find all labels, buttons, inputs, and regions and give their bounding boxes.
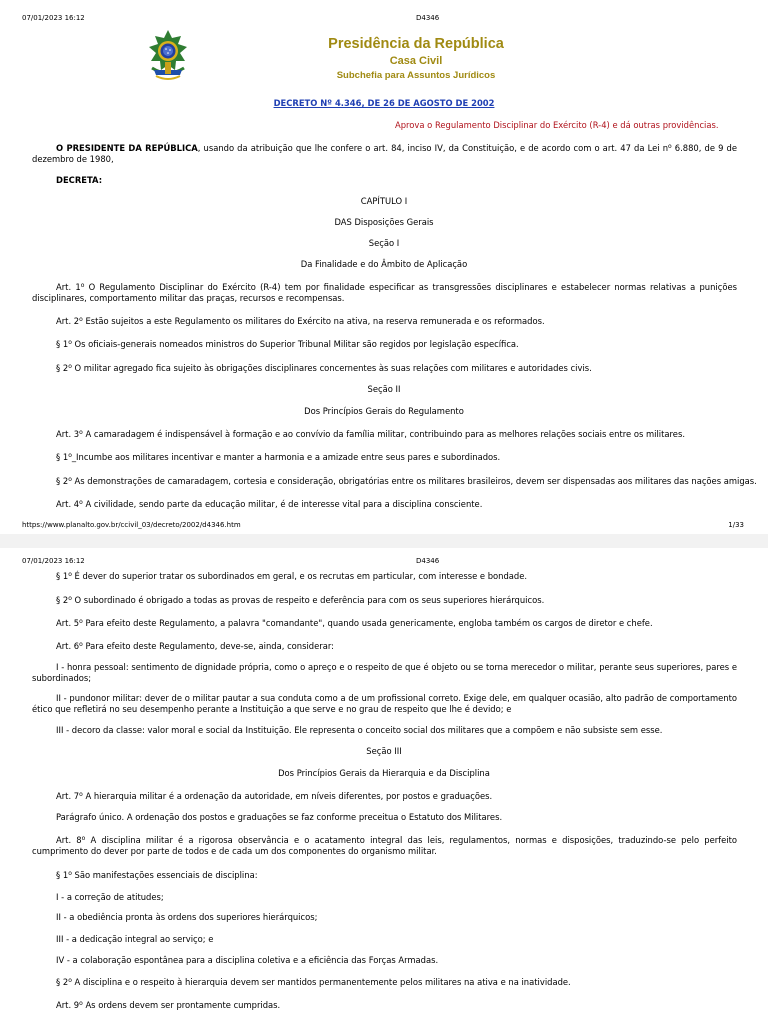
footer-url[interactable]: https://www.planalto.gov.br/ccivil_03/decreto/2002/d4346.htm (22, 521, 241, 529)
section-title: Da Finalidade e do Âmbito de Aplicação (300, 259, 468, 269)
sup: o (79, 316, 83, 323)
art-num: Art. 8 (56, 835, 82, 845)
article-1 (32, 282, 737, 303)
list-item: III - a dedicação integral ao serviço; e (56, 934, 214, 944)
art-num: Art. 2 (56, 316, 80, 326)
par-text: O subordinado é obrigado a todas as provas de respeito e deferência para com os seus superiores hierárquicos. (71, 595, 545, 605)
preamble-bold: O PRESIDENTE DA REPÚBLICA (56, 143, 198, 153)
art-text: A hierarquia militar é a ordenação da autoridade, em níveis diferentes, por postos e graduações. (82, 791, 493, 801)
sup: o (68, 571, 72, 578)
article-4-par-1 (56, 571, 527, 582)
par-text: São manifestações essenciais de disciplina: (71, 870, 258, 880)
list-item: II - a obediência pronta às ordens dos superiores hierárquicos; (56, 912, 318, 922)
par-num: § 1 (56, 571, 69, 581)
par-num: § 2 (56, 476, 69, 486)
print-title: D4346 (416, 14, 440, 22)
par-num: § 1 (56, 870, 69, 880)
section-heading-3: Seção III (366, 746, 402, 756)
inc-text: II - pundonor militar: dever de o militar pautar a sua conduta como a de um profissional correto. Exige dele, em qualquer ocasião, alto padrão de comportamento ético que refletirá no seu desempenho perante a Instituição a que serve e no grau de respeito que lhe é devido; e (32, 693, 737, 714)
art-text: A camaradagem é indispensável à formação e ao convívio da família militar, contribuindo para as melhores relações sociais entre os militares. (82, 429, 685, 439)
article-6-inc-2 (32, 693, 737, 714)
article-6-inc-3: III - decoro da classe: valor moral e social da Instituição. Ele representa o conceito social dos militares que a compõem e não subsiste sem esse. (56, 725, 663, 735)
ementa: Aprova o Regulamento Disciplinar do Exército (R-4) e dá outras providências. (395, 120, 719, 130)
section-title-2: Dos Princípios Gerais do Regulamento (304, 406, 464, 416)
article-7-sole-par: Parágrafo único. A ordenação dos postos e graduações se faz conforme preceitua o Estatuto dos Militares. (56, 812, 503, 822)
par-num: § 2 (56, 363, 69, 373)
preamble-text: , usando da atribuição que lhe confere o art. 84, inciso IV, da Constituição, e de acordo com o art. 47 da Lei n (197, 143, 669, 153)
art-text: Estão sujeitos a este Regulamento os militares do Exército na ativa, na reserva remunerada e os reformados. (82, 316, 545, 326)
sup: o (68, 452, 72, 459)
par-num: § 2 (56, 595, 69, 605)
par-num: § 1 (56, 452, 69, 462)
print-date-2: 07/01/2023 16:12 (22, 557, 85, 565)
sup: o (79, 641, 83, 648)
art-num: Art. 3 (56, 429, 80, 439)
article-9 (56, 1000, 280, 1011)
decree-link-row (0, 98, 768, 109)
par-num: § 2 (56, 977, 69, 987)
list-item: IV - a colaboração espontânea para a disciplina coletiva e a eficiência das Forças Armadas. (56, 955, 439, 965)
org-title: Presidência da República (328, 36, 504, 52)
decreta: DECRETA: (56, 175, 103, 185)
print-title-2: D4346 (416, 557, 440, 565)
section-heading-2: Seção II (367, 384, 401, 394)
art-num: Art. 4 (56, 499, 80, 509)
article-3-par-1 (56, 452, 500, 463)
par-text: A disciplina e o respeito à hierarquia devem ser mantidos permanentemente pelos militares na ativa e na inatividade. (71, 977, 571, 987)
sup: o (79, 618, 83, 625)
sup: o (79, 429, 83, 436)
article-3-par-2 (56, 476, 757, 487)
org-subdivision: Subchefia para Assuntos Jurídicos (336, 70, 496, 81)
chapter-heading: CAPÍTULO I (360, 196, 408, 206)
art-text: Para efeito deste Regulamento, a palavra "comandante", quando usada genericamente, engloba também os cargos de diretor e chefe. (82, 618, 653, 628)
article-4-par-2 (56, 595, 544, 606)
article-2-par-1 (56, 339, 519, 350)
preamble (32, 143, 737, 164)
list-item: I - a correção de atitudes; (56, 892, 164, 902)
article-2-par-2 (56, 363, 592, 374)
print-date: 07/01/2023 16:12 (22, 14, 85, 22)
sup: o (68, 595, 72, 602)
art-text: A civilidade, sendo parte da educação militar, é de interesse vital para a disciplina consciente. (82, 499, 483, 509)
article-4 (56, 499, 482, 510)
footer-page: 1/33 (728, 521, 744, 529)
page-divider (0, 534, 768, 548)
sup: o (668, 143, 672, 150)
par-text: É dever do superior tratar os subordinados em geral, e os recrutas em particular, com interesse e bondade. (71, 571, 528, 581)
art-text: Para efeito deste Regulamento, deve-se, ainda, considerar: (82, 641, 334, 651)
sup: o (79, 499, 83, 506)
preamble-text-end: 6.880, de 9 de dezembro de 1980, (32, 143, 737, 164)
article-3 (56, 429, 685, 440)
article-8 (32, 835, 737, 856)
article-2 (56, 316, 545, 327)
article-6 (56, 641, 334, 652)
art-num: Art. 5 (56, 618, 80, 628)
inc-text: I - honra pessoal: sentimento de dignidade própria, como o apreço e o respeito de que é objeto ou se torna merecedor o militar, perante seus superiores, pares e subordinados; (32, 662, 737, 683)
art-num: Art. 1 (56, 282, 81, 292)
article-7 (56, 791, 492, 802)
sup: o (80, 282, 85, 289)
art-num: Art. 6 (56, 641, 80, 651)
sup: o (68, 339, 72, 346)
section-title-3: Dos Princípios Gerais da Hierarquia e da Disciplina (278, 768, 490, 778)
article-8-par-1 (56, 870, 258, 881)
par-text: Os oficiais-generais nomeados ministros do Superior Tribunal Militar são regidos por legislação específica. (71, 339, 519, 349)
chapter-title: DAS Disposições Gerais (334, 217, 434, 227)
org-subtitle: Casa Civil (389, 55, 443, 67)
sup: o (68, 363, 72, 370)
art-num: Art. 9 (56, 1000, 80, 1010)
art-text: As ordens devem ser prontamente cumpridas. (82, 1000, 281, 1010)
art-text: A disciplina militar é a rigorosa observância e o acatamento integral das leis, regulamentos, normas e disposições, traduzindo-se pelo perfeito cumprimento do dever por parte de todos e de cada um dos componentes do organismo militar. (32, 835, 738, 856)
article-6-inc-1 (32, 662, 737, 683)
decree-link[interactable]: DECRETO Nº 4.346, DE 26 DE AGOSTO DE 2002 (273, 98, 495, 108)
par-text: As demonstrações de camaradagem, cortesia e consideração, obrigatórias entre os militares brasileiros, devem ser dispensadas aos militares das nações amigas. (71, 476, 757, 486)
sup: o (68, 870, 72, 877)
sup: o (68, 977, 72, 984)
article-8-par-2 (56, 977, 571, 988)
coat-of-arms-icon (146, 28, 190, 84)
par-text: _Incumbe aos militares incentivar e manter a harmonia e a amizade entre seus pares e subordinados. (71, 452, 501, 462)
par-num: § 1 (56, 339, 69, 349)
sup: o (79, 791, 83, 798)
sup: o (79, 1000, 83, 1007)
art-num: Art. 7 (56, 791, 80, 801)
sup: o (68, 476, 72, 483)
art-text: O Regulamento Disciplinar do Exército (R-4) tem por finalidade especificar as transgressões disciplinares e estabelecer normas relativas a punições disciplinares, comportamento militar das praças, recursos e recompensas. (32, 282, 737, 303)
article-5 (56, 618, 653, 629)
par-text: O militar agregado fica sujeito às obrigações disciplinares concernentes às suas relações com militares e autoridades civis. (71, 363, 592, 373)
sup: o (81, 835, 86, 842)
section-heading: Seção I (368, 238, 400, 248)
